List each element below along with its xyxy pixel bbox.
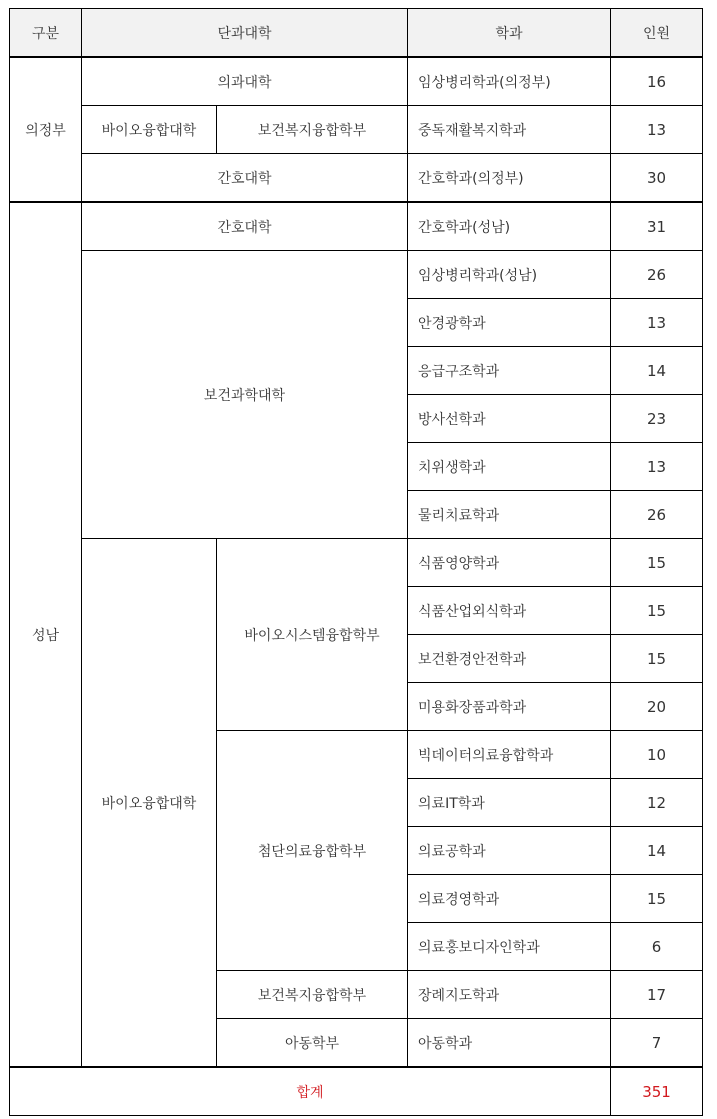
department-cell: 응급구조학과 [408, 347, 611, 395]
count-cell: 15 [611, 875, 703, 923]
department-cell: 의료공학과 [408, 827, 611, 875]
college-nursing-seongnam: 간호대학 [82, 202, 408, 251]
header-division: 구분 [10, 9, 82, 58]
department-cell: 미용화장품과학과 [408, 683, 611, 731]
department-cell: 중독재활복지학과 [408, 106, 611, 154]
department-cell: 의료경영학과 [408, 875, 611, 923]
count-cell: 13 [611, 443, 703, 491]
admission-quota-table [9, 8, 703, 1116]
school-advanced-medical: 첨단의료융합학부 [217, 731, 408, 971]
table-row [10, 106, 703, 154]
department-cell: 빅데이터의료융합학과 [408, 731, 611, 779]
college-medicine: 의과대학 [82, 57, 408, 106]
department-cell: 보건환경안전학과 [408, 635, 611, 683]
department-cell: 의료홍보디자인학과 [408, 923, 611, 971]
count-cell: 14 [611, 347, 703, 395]
college-bio-convergence-uijeongbu: 바이오융합대학 [82, 106, 217, 154]
count-cell: 26 [611, 251, 703, 299]
table-row [10, 539, 703, 587]
count-cell: 6 [611, 923, 703, 971]
total-label: 합계 [10, 1067, 611, 1116]
table-row [10, 202, 703, 251]
count-cell: 15 [611, 587, 703, 635]
department-cell: 식품영양학과 [408, 539, 611, 587]
count-cell: 20 [611, 683, 703, 731]
department-cell: 간호학과(의정부) [408, 154, 611, 203]
school-biosystem: 바이오시스템융합학부 [217, 539, 408, 731]
table-header-row [10, 9, 703, 58]
count-cell: 10 [611, 731, 703, 779]
table-row [10, 251, 703, 299]
count-cell: 23 [611, 395, 703, 443]
college-nursing-uijeongbu: 간호대학 [82, 154, 408, 203]
college-health-science: 보건과학대학 [82, 251, 408, 539]
department-cell: 임상병리학과(성남) [408, 251, 611, 299]
count-cell: 16 [611, 57, 703, 106]
count-cell: 13 [611, 299, 703, 347]
total-count: 351 [611, 1067, 703, 1116]
department-cell: 물리치료학과 [408, 491, 611, 539]
college-bio-convergence-seongnam: 바이오융합대학 [82, 539, 217, 1068]
count-cell: 14 [611, 827, 703, 875]
school-health-welfare-uijeongbu: 보건복지융합학부 [217, 106, 408, 154]
department-cell: 치위생학과 [408, 443, 611, 491]
department-cell: 식품산업외식학과 [408, 587, 611, 635]
count-cell: 12 [611, 779, 703, 827]
department-cell: 안경광학과 [408, 299, 611, 347]
count-cell: 15 [611, 635, 703, 683]
school-health-welfare-seongnam: 보건복지융합학부 [217, 971, 408, 1019]
school-child: 아동학부 [217, 1019, 408, 1068]
total-row [10, 1067, 703, 1116]
department-cell: 아동학과 [408, 1019, 611, 1068]
region-seongnam: 성남 [10, 202, 82, 1067]
count-cell: 15 [611, 539, 703, 587]
count-cell: 30 [611, 154, 703, 203]
department-cell: 간호학과(성남) [408, 202, 611, 251]
department-cell: 장례지도학과 [408, 971, 611, 1019]
table-row [10, 57, 703, 106]
header-department: 학과 [408, 9, 611, 58]
header-college: 단과대학 [82, 9, 408, 58]
department-cell: 의료IT학과 [408, 779, 611, 827]
count-cell: 7 [611, 1019, 703, 1068]
department-cell: 임상병리학과(의정부) [408, 57, 611, 106]
table-row [10, 154, 703, 203]
header-count: 인원 [611, 9, 703, 58]
count-cell: 26 [611, 491, 703, 539]
department-cell: 방사선학과 [408, 395, 611, 443]
count-cell: 17 [611, 971, 703, 1019]
count-cell: 13 [611, 106, 703, 154]
region-uijeongbu: 의정부 [10, 57, 82, 202]
count-cell: 31 [611, 202, 703, 251]
